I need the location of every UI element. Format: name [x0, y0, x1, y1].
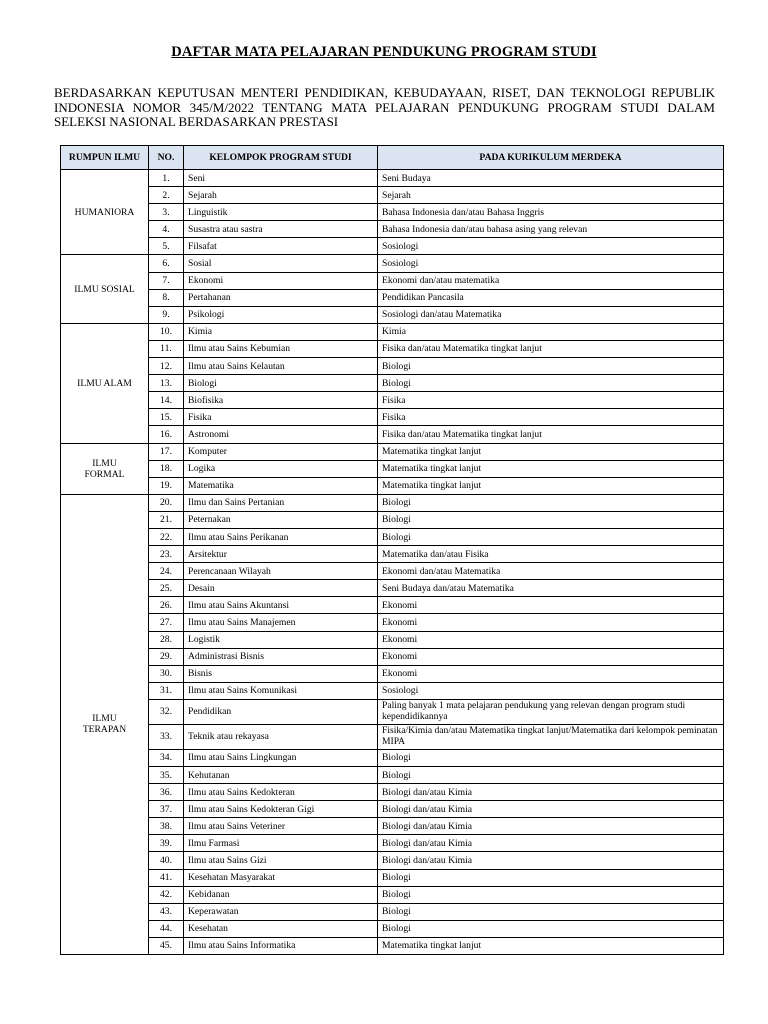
- table-row: [61, 801, 724, 818]
- curriculum-subject-cell: Biologi: [378, 511, 724, 528]
- program-group-cell: Filsafat: [184, 238, 378, 255]
- number-cell: 18.: [149, 460, 184, 477]
- program-group-cell: Fisika: [184, 409, 378, 426]
- table-row: [61, 170, 724, 187]
- number-cell: 20.: [149, 494, 184, 511]
- table-row: [61, 920, 724, 937]
- program-group-cell: Perencanaan Wilayah: [184, 563, 378, 580]
- curriculum-subject-cell: Fisika/Kimia dan/atau Matematika tingkat lanjut/Matematika dari kelompok peminatan MIPA: [378, 724, 724, 749]
- number-cell: 29.: [149, 648, 184, 665]
- program-group-cell: Ilmu atau Sains Kelautan: [184, 358, 378, 375]
- program-group-cell: Astronomi: [184, 426, 378, 443]
- table-row: [61, 869, 724, 886]
- table-row: [61, 682, 724, 699]
- curriculum-subject-cell: Biologi dan/atau Kimia: [378, 784, 724, 801]
- number-cell: 2.: [149, 187, 184, 204]
- number-cell: 39.: [149, 835, 184, 852]
- curriculum-subject-cell: Sosiologi dan/atau Matematika: [378, 306, 724, 323]
- table-row: [61, 546, 724, 563]
- curriculum-subject-cell: Sejarah: [378, 187, 724, 204]
- table-row: [61, 443, 724, 460]
- curriculum-subject-cell: Matematika tingkat lanjut: [378, 937, 724, 954]
- curriculum-subject-cell: Biologi: [378, 358, 724, 375]
- table-row: [61, 306, 724, 323]
- number-cell: 28.: [149, 631, 184, 648]
- table-row: [61, 221, 724, 238]
- program-group-cell: Logika: [184, 460, 378, 477]
- curriculum-subject-cell: Biologi: [378, 869, 724, 886]
- curriculum-subject-cell: Ekonomi: [378, 614, 724, 631]
- program-group-cell: Kimia: [184, 323, 378, 340]
- table-row: [61, 937, 724, 954]
- program-group-cell: Ilmu atau Sains Veteriner: [184, 818, 378, 835]
- table-row: [61, 852, 724, 869]
- curriculum-subject-cell: Biologi dan/atau Kimia: [378, 818, 724, 835]
- program-group-cell: Sejarah: [184, 187, 378, 204]
- table-row: [61, 767, 724, 784]
- table-row: [61, 835, 724, 852]
- curriculum-subject-cell: Sosiologi: [378, 682, 724, 699]
- table-row: [61, 323, 724, 340]
- table-row: [61, 375, 724, 392]
- number-cell: 17.: [149, 443, 184, 460]
- table-row: [61, 648, 724, 665]
- table-row: [61, 749, 724, 766]
- number-cell: 8.: [149, 289, 184, 306]
- table-row: [61, 580, 724, 597]
- number-cell: 22.: [149, 528, 184, 545]
- curriculum-subject-cell: Biologi dan/atau Kimia: [378, 852, 724, 869]
- document-intro: BERDASARKAN KEPUTUSAN MENTERI PENDIDIKAN, KEBUDAYAAN, RISET, DAN TEKNOLOGI REPUBLIK INDONESIA NOMOR 345/M/2022 TENTANG MATA PELAJARAN PENDUKUNG PROGRAM STUDI DALAM SELEKSI NASIONAL BERDASARKAN PRESTASI: [54, 85, 715, 129]
- table-row: [61, 563, 724, 580]
- program-group-cell: Ilmu dan Sains Pertanian: [184, 494, 378, 511]
- program-group-cell: Ilmu atau Sains Gizi: [184, 852, 378, 869]
- number-cell: 19.: [149, 477, 184, 494]
- number-cell: 24.: [149, 563, 184, 580]
- table-row: [61, 903, 724, 920]
- number-cell: 32.: [149, 699, 184, 724]
- curriculum-subject-cell: Fisika dan/atau Matematika tingkat lanjut: [378, 426, 724, 443]
- program-group-cell: Psikologi: [184, 306, 378, 323]
- curriculum-subject-cell: Ekonomi: [378, 597, 724, 614]
- curriculum-subject-cell: Biologi: [378, 767, 724, 784]
- number-cell: 23.: [149, 546, 184, 563]
- number-cell: 45.: [149, 937, 184, 954]
- curriculum-subject-cell: Biologi: [378, 903, 724, 920]
- program-group-cell: Ilmu atau Sains Manajemen: [184, 614, 378, 631]
- program-group-cell: Ilmu atau Sains Lingkungan: [184, 749, 378, 766]
- curriculum-subject-cell: Seni Budaya: [378, 170, 724, 187]
- program-group-cell: Desain: [184, 580, 378, 597]
- table-row: [61, 724, 724, 749]
- program-group-cell: Matematika: [184, 477, 378, 494]
- curriculum-subject-cell: Ekonomi: [378, 648, 724, 665]
- number-cell: 38.: [149, 818, 184, 835]
- number-cell: 43.: [149, 903, 184, 920]
- program-group-cell: Peternakan: [184, 511, 378, 528]
- program-group-cell: Ilmu atau Sains Kebumian: [184, 340, 378, 357]
- program-group-cell: Linguistik: [184, 204, 378, 221]
- table-row: [61, 289, 724, 306]
- table-body: [61, 170, 724, 955]
- table-row: [61, 238, 724, 255]
- subject-table: [60, 145, 724, 955]
- curriculum-subject-cell: Biologi: [378, 528, 724, 545]
- number-cell: 31.: [149, 682, 184, 699]
- program-group-cell: Biologi: [184, 375, 378, 392]
- table-row: [61, 255, 724, 272]
- table-row: [61, 597, 724, 614]
- table-row: [61, 818, 724, 835]
- program-group-cell: Seni: [184, 170, 378, 187]
- program-group-cell: Kesehatan: [184, 920, 378, 937]
- curriculum-subject-cell: Fisika: [378, 392, 724, 409]
- header-kurikulum: PADA KURIKULUM MERDEKA: [378, 146, 724, 170]
- number-cell: 10.: [149, 323, 184, 340]
- curriculum-subject-cell: Biologi: [378, 920, 724, 937]
- rumpun-cell: ILMU TERAPAN: [61, 494, 149, 954]
- curriculum-subject-cell: Ekonomi dan/atau Matematika: [378, 563, 724, 580]
- program-group-cell: Keperawatan: [184, 903, 378, 920]
- curriculum-subject-cell: Ekonomi: [378, 631, 724, 648]
- curriculum-subject-cell: Seni Budaya dan/atau Matematika: [378, 580, 724, 597]
- number-cell: 41.: [149, 869, 184, 886]
- program-group-cell: Biofisika: [184, 392, 378, 409]
- table-row: [61, 699, 724, 724]
- program-group-cell: Pendidikan: [184, 699, 378, 724]
- number-cell: 27.: [149, 614, 184, 631]
- curriculum-subject-cell: Biologi: [378, 749, 724, 766]
- header-rumpun: RUMPUN ILMU: [61, 146, 149, 170]
- program-group-cell: Kesehatan Masyarakat: [184, 869, 378, 886]
- table-row: [61, 460, 724, 477]
- program-group-cell: Arsitektur: [184, 546, 378, 563]
- curriculum-subject-cell: Fisika: [378, 409, 724, 426]
- program-group-cell: Ilmu atau Sains Komunikasi: [184, 682, 378, 699]
- curriculum-subject-cell: Pendidikan Pancasila: [378, 289, 724, 306]
- number-cell: 4.: [149, 221, 184, 238]
- curriculum-subject-cell: Ekonomi: [378, 665, 724, 682]
- rumpun-cell: HUMANIORA: [61, 170, 149, 255]
- program-group-cell: Ilmu atau Sains Informatika: [184, 937, 378, 954]
- curriculum-subject-cell: Matematika tingkat lanjut: [378, 460, 724, 477]
- number-cell: 36.: [149, 784, 184, 801]
- table-row: [61, 886, 724, 903]
- rumpun-cell: ILMU ALAM: [61, 323, 149, 443]
- number-cell: 9.: [149, 306, 184, 323]
- table-header-row: [61, 146, 724, 170]
- program-group-cell: Ilmu Farmasi: [184, 835, 378, 852]
- number-cell: 21.: [149, 511, 184, 528]
- table-row: [61, 409, 724, 426]
- program-group-cell: Komputer: [184, 443, 378, 460]
- table-row: [61, 340, 724, 357]
- number-cell: 11.: [149, 340, 184, 357]
- table-row: [61, 477, 724, 494]
- number-cell: 40.: [149, 852, 184, 869]
- curriculum-subject-cell: Bahasa Indonesia dan/atau bahasa asing yang relevan: [378, 221, 724, 238]
- table-row: [61, 511, 724, 528]
- table-row: [61, 358, 724, 375]
- curriculum-subject-cell: Bahasa Indonesia dan/atau Bahasa Inggris: [378, 204, 724, 221]
- number-cell: 3.: [149, 204, 184, 221]
- curriculum-subject-cell: Sosiologi: [378, 238, 724, 255]
- curriculum-subject-cell: Biologi: [378, 375, 724, 392]
- number-cell: 33.: [149, 724, 184, 749]
- number-cell: 7.: [149, 272, 184, 289]
- number-cell: 12.: [149, 358, 184, 375]
- number-cell: 30.: [149, 665, 184, 682]
- curriculum-subject-cell: Matematika tingkat lanjut: [378, 477, 724, 494]
- number-cell: 26.: [149, 597, 184, 614]
- program-group-cell: Kebidanan: [184, 886, 378, 903]
- program-group-cell: Ilmu atau Sains Kedokteran: [184, 784, 378, 801]
- curriculum-subject-cell: Paling banyak 1 mata pelajaran pendukung yang relevan dengan program studi kependidikannya: [378, 699, 724, 724]
- program-group-cell: Ekonomi: [184, 272, 378, 289]
- curriculum-subject-cell: Biologi dan/atau Kimia: [378, 835, 724, 852]
- number-cell: 35.: [149, 767, 184, 784]
- table-row: [61, 665, 724, 682]
- number-cell: 15.: [149, 409, 184, 426]
- table-row: [61, 187, 724, 204]
- program-group-cell: Administrasi Bisnis: [184, 648, 378, 665]
- program-group-cell: Sosial: [184, 255, 378, 272]
- number-cell: 1.: [149, 170, 184, 187]
- table-row: [61, 614, 724, 631]
- curriculum-subject-cell: Matematika dan/atau Fisika: [378, 546, 724, 563]
- table-row: [61, 631, 724, 648]
- table-row: [61, 272, 724, 289]
- table-row: [61, 392, 724, 409]
- program-group-cell: Ilmu atau Sains Akuntansi: [184, 597, 378, 614]
- document-title: DAFTAR MATA PELAJARAN PENDUKUNG PROGRAM STUDI: [171, 44, 597, 60]
- curriculum-subject-cell: Biologi dan/atau Kimia: [378, 801, 724, 818]
- program-group-cell: Kehutanan: [184, 767, 378, 784]
- table-row: [61, 204, 724, 221]
- rumpun-cell: ILMU FORMAL: [61, 443, 149, 494]
- table-row: [61, 784, 724, 801]
- number-cell: 34.: [149, 749, 184, 766]
- program-group-cell: Ilmu atau Sains Kedokteran Gigi: [184, 801, 378, 818]
- program-group-cell: Teknik atau rekayasa: [184, 724, 378, 749]
- number-cell: 5.: [149, 238, 184, 255]
- curriculum-subject-cell: Sosiologi: [378, 255, 724, 272]
- program-group-cell: Logistik: [184, 631, 378, 648]
- table-row: [61, 494, 724, 511]
- number-cell: 13.: [149, 375, 184, 392]
- number-cell: 6.: [149, 255, 184, 272]
- curriculum-subject-cell: Biologi: [378, 494, 724, 511]
- rumpun-cell: ILMU SOSIAL: [61, 255, 149, 323]
- number-cell: 37.: [149, 801, 184, 818]
- curriculum-subject-cell: Ekonomi dan/atau matematika: [378, 272, 724, 289]
- number-cell: 44.: [149, 920, 184, 937]
- curriculum-subject-cell: Biologi: [378, 886, 724, 903]
- curriculum-subject-cell: Fisika dan/atau Matematika tingkat lanjut: [378, 340, 724, 357]
- table-row: [61, 426, 724, 443]
- curriculum-subject-cell: Kimia: [378, 323, 724, 340]
- number-cell: 16.: [149, 426, 184, 443]
- program-group-cell: Bisnis: [184, 665, 378, 682]
- header-kelompok: KELOMPOK PROGRAM STUDI: [184, 146, 378, 170]
- program-group-cell: Ilmu atau Sains Perikanan: [184, 528, 378, 545]
- number-cell: 14.: [149, 392, 184, 409]
- number-cell: 42.: [149, 886, 184, 903]
- program-group-cell: Pertahanan: [184, 289, 378, 306]
- number-cell: 25.: [149, 580, 184, 597]
- program-group-cell: Susastra atau sastra: [184, 221, 378, 238]
- header-no: NO.: [149, 146, 184, 170]
- curriculum-subject-cell: Matematika tingkat lanjut: [378, 443, 724, 460]
- table-row: [61, 528, 724, 545]
